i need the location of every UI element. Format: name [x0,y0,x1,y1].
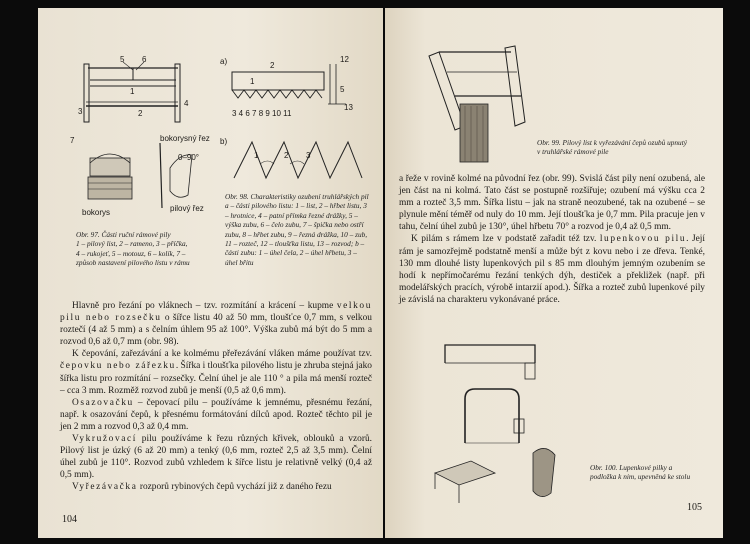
fig97-label-pilovy: pilový řez [170,204,204,213]
fig98-label-13: 13 [344,103,353,112]
fig98a-tooth-diagram [220,54,370,124]
emphasized-term: velkou pilu nebo rozsečku [60,301,372,324]
emphasized-term: Vykružovací [72,434,137,445]
fig98-part-b: b) [220,137,228,146]
emphasized-term: Osazovačku [72,397,134,408]
fig98-label-12: 12 [340,55,349,64]
fig98b-label-3: 3 [306,151,311,160]
emphasized-term: Vyřezávačka [72,482,138,493]
fig99-caption: Obr. 99. Pilový list k vyřezávání čepů ozubů upnutý v truhlářské rámové pile [537,138,687,157]
fig98b-label-1: 1 [254,151,259,160]
fig98b-tooth-angles [220,134,370,189]
emphasized-term: čepovku nebo zářezku [60,361,176,372]
fig97-label-1: 1 [130,87,135,96]
fig97-blade-setting-drawing [70,133,220,223]
fig97-caption [76,230,191,268]
fig100-fret-saw-drawing [425,333,585,513]
right-page [385,8,723,538]
fig97-label-7: 7 [70,136,75,145]
fig98-caption [225,192,370,267]
fig98-label-5: 5 [340,85,345,94]
fig99-frame-saw-drawing [425,46,535,166]
fig97-frame-saw-drawing [78,56,193,131]
left-paragraph-3: Osazovačku – čepovací pilu – používáme k jemnému, přesnému řezání, např. k osazování čepů, k přesnému formátování dílců apod. Rozteč těchto pil je jen 2 mm a rozvod 0,3 až 0,4 mm. [60,397,372,432]
fig97-label-2: 2 [138,109,143,118]
left-paragraph-4: Vykružovací pilu používáme k řezu různých křivek, oblouků a vzorů. Pilový list je úzký (6 až 20 mm) a tenký (0,6 mm, rozteč 2,5 až 3,5 mm). Čelní úhel zubů je 110°. Rozvod zubů vzhledem k šířce listu je relativně velký (0,4 až 0,5 mm). [60,434,372,481]
fig97-label-angle: 0–90° [178,153,199,162]
fig97-caption-text: 1 – pilový list, 2 – rameno, 3 – příčka, 4 – rukojeť, 5 – motouz, 6 – kolík, 7 – způsob nastavení pilového listu v rámu [76,239,190,268]
right-page-number: 105 [687,502,702,513]
left-paragraph-2: K čepování, zařezávání a ke kolmému přeřezávání vláken máme používat tzv. čepovku nebo zářezku. Šířka i tloušťka pilového listu je zhruba stejná jako šířka listu pro rozmítání – rozsečky. Čelní úhel je ale 110 ° a pila má menší rozteč – cca 3 mm. Rozměž rozvod zubů je menší (0,5 až 0,6 mm). [60,349,372,396]
left-body-text [60,300,372,494]
fig97-label-6: 6 [142,55,147,64]
fig98-label-bottom: 3 4 6 7 8 9 10 11 [232,109,292,118]
fig98b-label-2: 2 [284,151,289,160]
fig98-caption-title: Obr. 98. Charakteristiky ozubení truhlářských pil [225,192,369,201]
emphasized-term: lupenkovou pilu [599,234,687,245]
fig97-label-4: 4 [184,99,189,108]
right-paragraph-2: K pilám s rámem lze v podstatě zařadit též tzv. lupenkovou pilu. Její rám je samozřejmě podstatně menší a může být z kovu nebo i ze dřeva. Tenké, 130 mm dlouhé listy lupenkových pil s 85 mm dlouhým jemným ozubením se hodí k nepřímočarému řezání tenkých dýh, destiček a překližek (např. při modelářských pracích, výrobě intarzií apod.). Šířka a rozteč zubů lupenkové pily je závislá na charakteru vykonávané práce. [399,234,705,305]
fig98-part-a: a) [220,57,228,66]
fig97-label-3: 3 [78,107,83,116]
fig98-label-2: 2 [270,61,275,70]
fig97-label-bokorys: bokorys [82,208,111,217]
left-page-number: 104 [62,514,77,525]
fig98-caption-text: a – části pilového listu: 1 – list, 2 – hřbet listu, 3 – hrotnice, 4 – patní přímka řezné drážky, 5 – výška zubu, 6 – čelo zubu, 7 – špička nebo ostří zubu, 8 – hřbet zubu, 9 – řezná drážka, 10 – zub, 11 – rozteč, 12 – tloušťka listu, 13 – rozvod; b – části zubu: 1 – úhel čela, 2 – úhel hřbetu, 3 – úhel břitu [225,201,368,267]
fig97-label-5: 5 [120,55,125,64]
fig100-caption: Obr. 100. Lupenkové pilky a podložka k nim, upevněná ke stolu [590,463,691,482]
fig97-caption-title: Obr. 97. Části ruční rámové pily [76,230,171,239]
left-paragraph-1: Hlavně pro řezání po vláknech – tzv. rozmítání a krácení – kupme velkou pilu nebo rozsečku o šířce listu 40 až 50 mm, tloušťce 0,7 mm, s velkou roztečí (4 až 5 mm) a s čelním úhlem 95 až 100°. Výška zubů má být do 5 mm a rozvod 0,6 až 0,7 mm (obr. 98). [60,301,372,348]
fig97-label-bokorysny: bokorysný řez [160,134,210,143]
right-paragraph-1: a řeže v rovině kolmé na původní řez (obr. 99). Svislá část pily není ozubená, ale jen část na ni kolmá. Tato část se postupně rozšiřuje; ozubení má výšku cca 2 mm a rozteč 3,5 mm. Šířka listu – jak na straně neozubené, tak na ozubené – se plynule mění téměř od nuly do 10 mm. Její tloušťka je 0,7 mm. Pila pracuje jen v tahu, čelní úhel zubů je 130°, úhel hřbetu 70° a rozvod je 0,4 až 0,5 mm. [399,174,705,233]
right-body-text [399,173,705,306]
left-page [38,8,383,538]
left-paragraph-5: Vyřezávačka rozporů rybinových čepů vychází již z daného řezu [72,482,332,493]
fig98-label-1: 1 [250,77,255,86]
